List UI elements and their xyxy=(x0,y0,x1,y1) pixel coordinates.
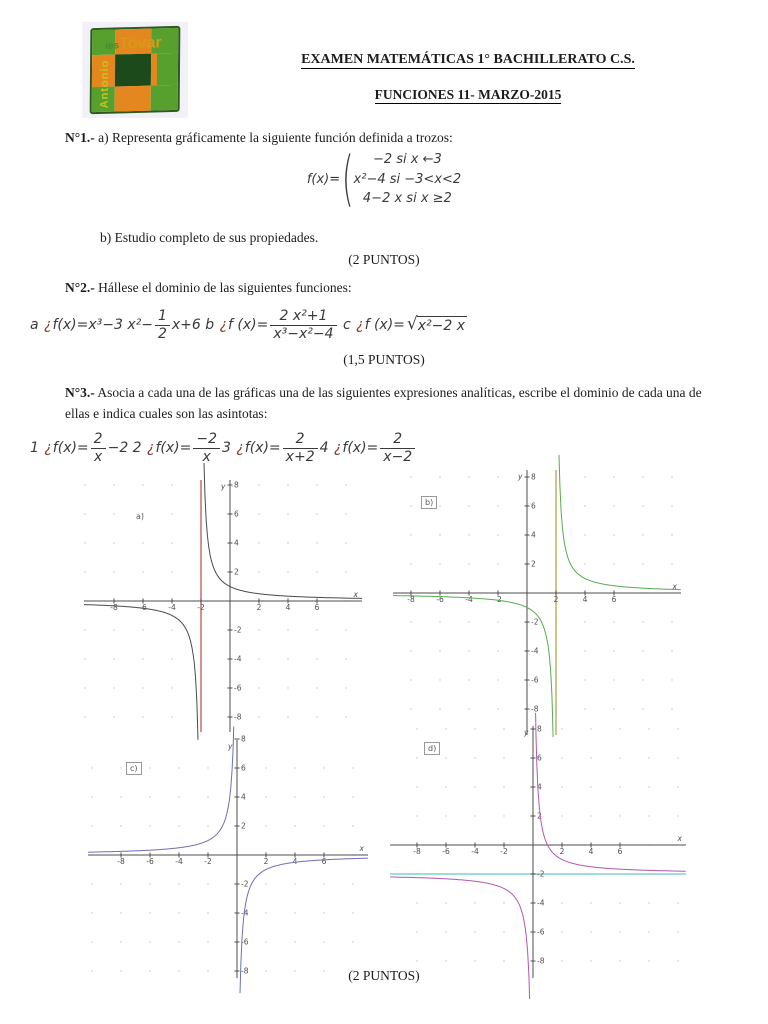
svg-text:-4: -4 xyxy=(531,646,539,656)
svg-text:4: 4 xyxy=(241,792,246,802)
question-2-formula xyxy=(30,300,467,350)
svg-text:8: 8 xyxy=(537,724,542,734)
piecewise-lhs: f(x)= xyxy=(306,171,341,187)
question-2-number: N°2.- xyxy=(65,280,95,295)
question-1-points: (2 PUNTOS) xyxy=(348,252,420,267)
logo-text-tovar: Tovar xyxy=(119,34,162,53)
svg-text:-6: -6 xyxy=(139,603,147,612)
svg-text:-2: -2 xyxy=(241,879,249,889)
svg-text:y: y xyxy=(518,472,523,481)
formula-token: 1 xyxy=(30,440,44,456)
svg-text:-4: -4 xyxy=(175,857,183,866)
svg-text:2: 2 xyxy=(241,821,246,831)
logo-text-ies: ies xyxy=(105,40,120,52)
svg-text:-2: -2 xyxy=(204,857,212,866)
svg-text:-2: -2 xyxy=(234,625,242,635)
svg-text:y: y xyxy=(228,742,233,751)
question-2-intro: N°2.- Hállese el dominio de las siguientes funciones: xyxy=(65,280,352,295)
logo-cell xyxy=(115,85,151,111)
function-curve xyxy=(204,463,362,599)
formula-token: f(x)= xyxy=(244,440,281,456)
function-curve xyxy=(393,596,553,737)
svg-text:-6: -6 xyxy=(442,847,450,856)
graph-label-c: c) xyxy=(126,762,142,775)
question-3-intro: N°3.- Asocia a cada una de las gráficas una de las siguientes expresiones analíticas, escribe el dominio de cada una de ellas e indica cuales son las asintotas: xyxy=(65,385,702,421)
svg-text:8: 8 xyxy=(241,734,246,744)
logo-cell xyxy=(115,54,151,86)
question-2-points: (1,5 PUNTOS) xyxy=(343,352,425,367)
chart-svg-d xyxy=(390,726,686,978)
logo-text-antonio: Antonio xyxy=(98,60,112,109)
svg-text:-2: -2 xyxy=(494,595,502,604)
svg-text:6: 6 xyxy=(531,501,536,511)
svg-text:-2: -2 xyxy=(500,847,508,856)
svg-text:6: 6 xyxy=(241,763,246,773)
svg-text:4: 4 xyxy=(537,782,542,792)
svg-text:2: 2 xyxy=(537,811,542,821)
svg-text:-6: -6 xyxy=(234,683,242,693)
graph-label-b: b) xyxy=(421,496,437,509)
function-curve xyxy=(559,455,681,590)
svg-text:-8: -8 xyxy=(407,595,415,604)
axes xyxy=(390,726,686,978)
formula-token: 4 xyxy=(319,440,333,456)
formula-token: f(x)= xyxy=(52,440,89,456)
formula-token: $\frac{\text{2 x²+1}}{\text{x³−x²−4}}$ xyxy=(270,308,336,341)
svg-text:2: 2 xyxy=(234,567,239,577)
graph-label-d: d) xyxy=(424,742,440,755)
svg-text:-6: -6 xyxy=(531,675,539,685)
svg-text:8: 8 xyxy=(234,480,239,490)
graph-panel-d xyxy=(390,726,686,978)
formula-token: −2 2 xyxy=(107,440,147,456)
graph-panel-c xyxy=(88,734,368,978)
svg-text:-8: -8 xyxy=(117,857,125,866)
formula-token: ¿ xyxy=(44,440,52,456)
formula-token: ¿ xyxy=(219,317,228,333)
piecewise-lines xyxy=(354,150,462,209)
svg-text:-2: -2 xyxy=(531,617,539,627)
svg-text:4: 4 xyxy=(582,595,588,604)
svg-text:2: 2 xyxy=(531,559,536,569)
piecewise-line: 4−2 x si x ≥2 xyxy=(362,191,452,206)
svg-text:2: 2 xyxy=(263,857,269,866)
formula-token: ¿ xyxy=(333,440,342,456)
formula-token: $\frac{1}{2}$ xyxy=(155,308,170,341)
formula-token: f(x)=x³−3 x²− xyxy=(52,317,153,333)
svg-text:6: 6 xyxy=(611,595,617,604)
formula-token: ¿ xyxy=(236,440,244,456)
svg-text:-8: -8 xyxy=(234,712,242,722)
question-3-formula xyxy=(30,428,417,468)
formula-token: f (x)= xyxy=(228,317,269,333)
svg-text:-4: -4 xyxy=(537,898,545,908)
svg-text:6: 6 xyxy=(617,847,623,856)
formula-token: f(x)= xyxy=(155,440,192,456)
question-1-part-b: b) Estudio completo de sus propiedades. xyxy=(100,230,319,245)
svg-text:-4: -4 xyxy=(465,595,473,604)
svg-text:y: y xyxy=(221,482,226,491)
svg-text:-8: -8 xyxy=(110,603,118,612)
question-1-number: N°1.- xyxy=(65,130,95,145)
svg-text:y: y xyxy=(524,728,529,737)
exam-subtitle: FUNCIONES 11- MARZO-2015 xyxy=(374,87,562,102)
formula-token: 3 xyxy=(222,440,236,456)
piecewise-line: x²−4 si −3<x<2 xyxy=(353,171,462,187)
formula-token: $\frac{2}{x+2}$ xyxy=(283,431,318,464)
svg-text:4: 4 xyxy=(588,847,594,856)
svg-text:6: 6 xyxy=(234,509,239,519)
function-curve xyxy=(88,727,234,853)
svg-text:2: 2 xyxy=(256,603,262,612)
formula-token: $\frac{-2}{x}$ xyxy=(193,431,220,464)
svg-text:x: x xyxy=(677,834,682,843)
school-logo-grid-icon xyxy=(90,26,181,114)
graph-label-a: a) xyxy=(136,512,145,521)
piecewise-function xyxy=(0,144,768,215)
exam-title: EXAMEN MATEMÁTICAS 1° BACHILLERATO C.S. xyxy=(301,52,635,67)
question-3-points: (2 PUNTOS) xyxy=(348,968,420,983)
formula-token: √ x²−2 x xyxy=(406,314,466,334)
svg-text:6: 6 xyxy=(314,603,320,612)
svg-text:2: 2 xyxy=(559,847,565,856)
formula-token: ¿ xyxy=(147,440,155,456)
formula-token: f (x)= xyxy=(364,317,405,333)
svg-text:x: x xyxy=(353,590,358,599)
svg-text:4: 4 xyxy=(234,538,239,548)
piecewise-line: −2 si x ←3 xyxy=(372,152,442,167)
svg-text:6: 6 xyxy=(537,753,542,763)
school-logo xyxy=(82,22,188,118)
logo-cell xyxy=(151,53,178,85)
graph-panel-a xyxy=(84,480,362,732)
chart-svg-a xyxy=(84,480,362,732)
chart-svg-b xyxy=(393,470,681,735)
svg-text:-2: -2 xyxy=(537,869,545,879)
chart-svg-c xyxy=(88,734,368,978)
formula-token: $\frac{2}{x-2}$ xyxy=(380,431,415,464)
formula-token: ¿ xyxy=(44,317,52,333)
svg-text:-4: -4 xyxy=(471,847,479,856)
svg-text:-6: -6 xyxy=(241,937,249,947)
formula-token: $\frac{2}{x}$ xyxy=(91,431,106,464)
svg-text:-4: -4 xyxy=(241,908,249,918)
svg-text:-2: -2 xyxy=(197,603,205,612)
question-1-intro: N°1.- a) Representa gráficamente la siguiente función definida a trozos: xyxy=(65,130,453,145)
formula-token: f(x)= xyxy=(342,440,379,456)
svg-text:4: 4 xyxy=(531,530,536,540)
axes xyxy=(84,480,362,732)
svg-text:6: 6 xyxy=(321,857,327,866)
svg-text:4: 4 xyxy=(285,603,291,612)
graph-panel-b xyxy=(393,470,681,735)
svg-text:-8: -8 xyxy=(413,847,421,856)
function-curve xyxy=(536,713,686,871)
svg-text:8: 8 xyxy=(531,472,536,482)
svg-text:-8: -8 xyxy=(241,966,249,976)
svg-text:-4: -4 xyxy=(168,603,176,612)
formula-token: x+6 b xyxy=(171,317,219,333)
svg-text:-4: -4 xyxy=(234,654,242,664)
formula-token: ¿ xyxy=(356,317,364,333)
formula-token: c xyxy=(338,317,356,333)
function-curve xyxy=(84,605,198,740)
svg-text:2: 2 xyxy=(553,595,559,604)
svg-text:-8: -8 xyxy=(531,704,539,714)
svg-text:-8: -8 xyxy=(537,956,545,966)
logo-cell xyxy=(151,84,178,110)
grid-dots xyxy=(91,767,353,971)
formula-token: a xyxy=(30,317,44,333)
svg-text:x: x xyxy=(359,844,364,853)
piecewise-brace: ( xyxy=(341,144,354,215)
question-3-number: N°3.- xyxy=(65,385,95,400)
svg-text:4: 4 xyxy=(292,857,298,866)
svg-text:-6: -6 xyxy=(537,927,545,937)
svg-text:-6: -6 xyxy=(436,595,444,604)
svg-text:-6: -6 xyxy=(146,857,154,866)
svg-text:x: x xyxy=(672,582,677,591)
